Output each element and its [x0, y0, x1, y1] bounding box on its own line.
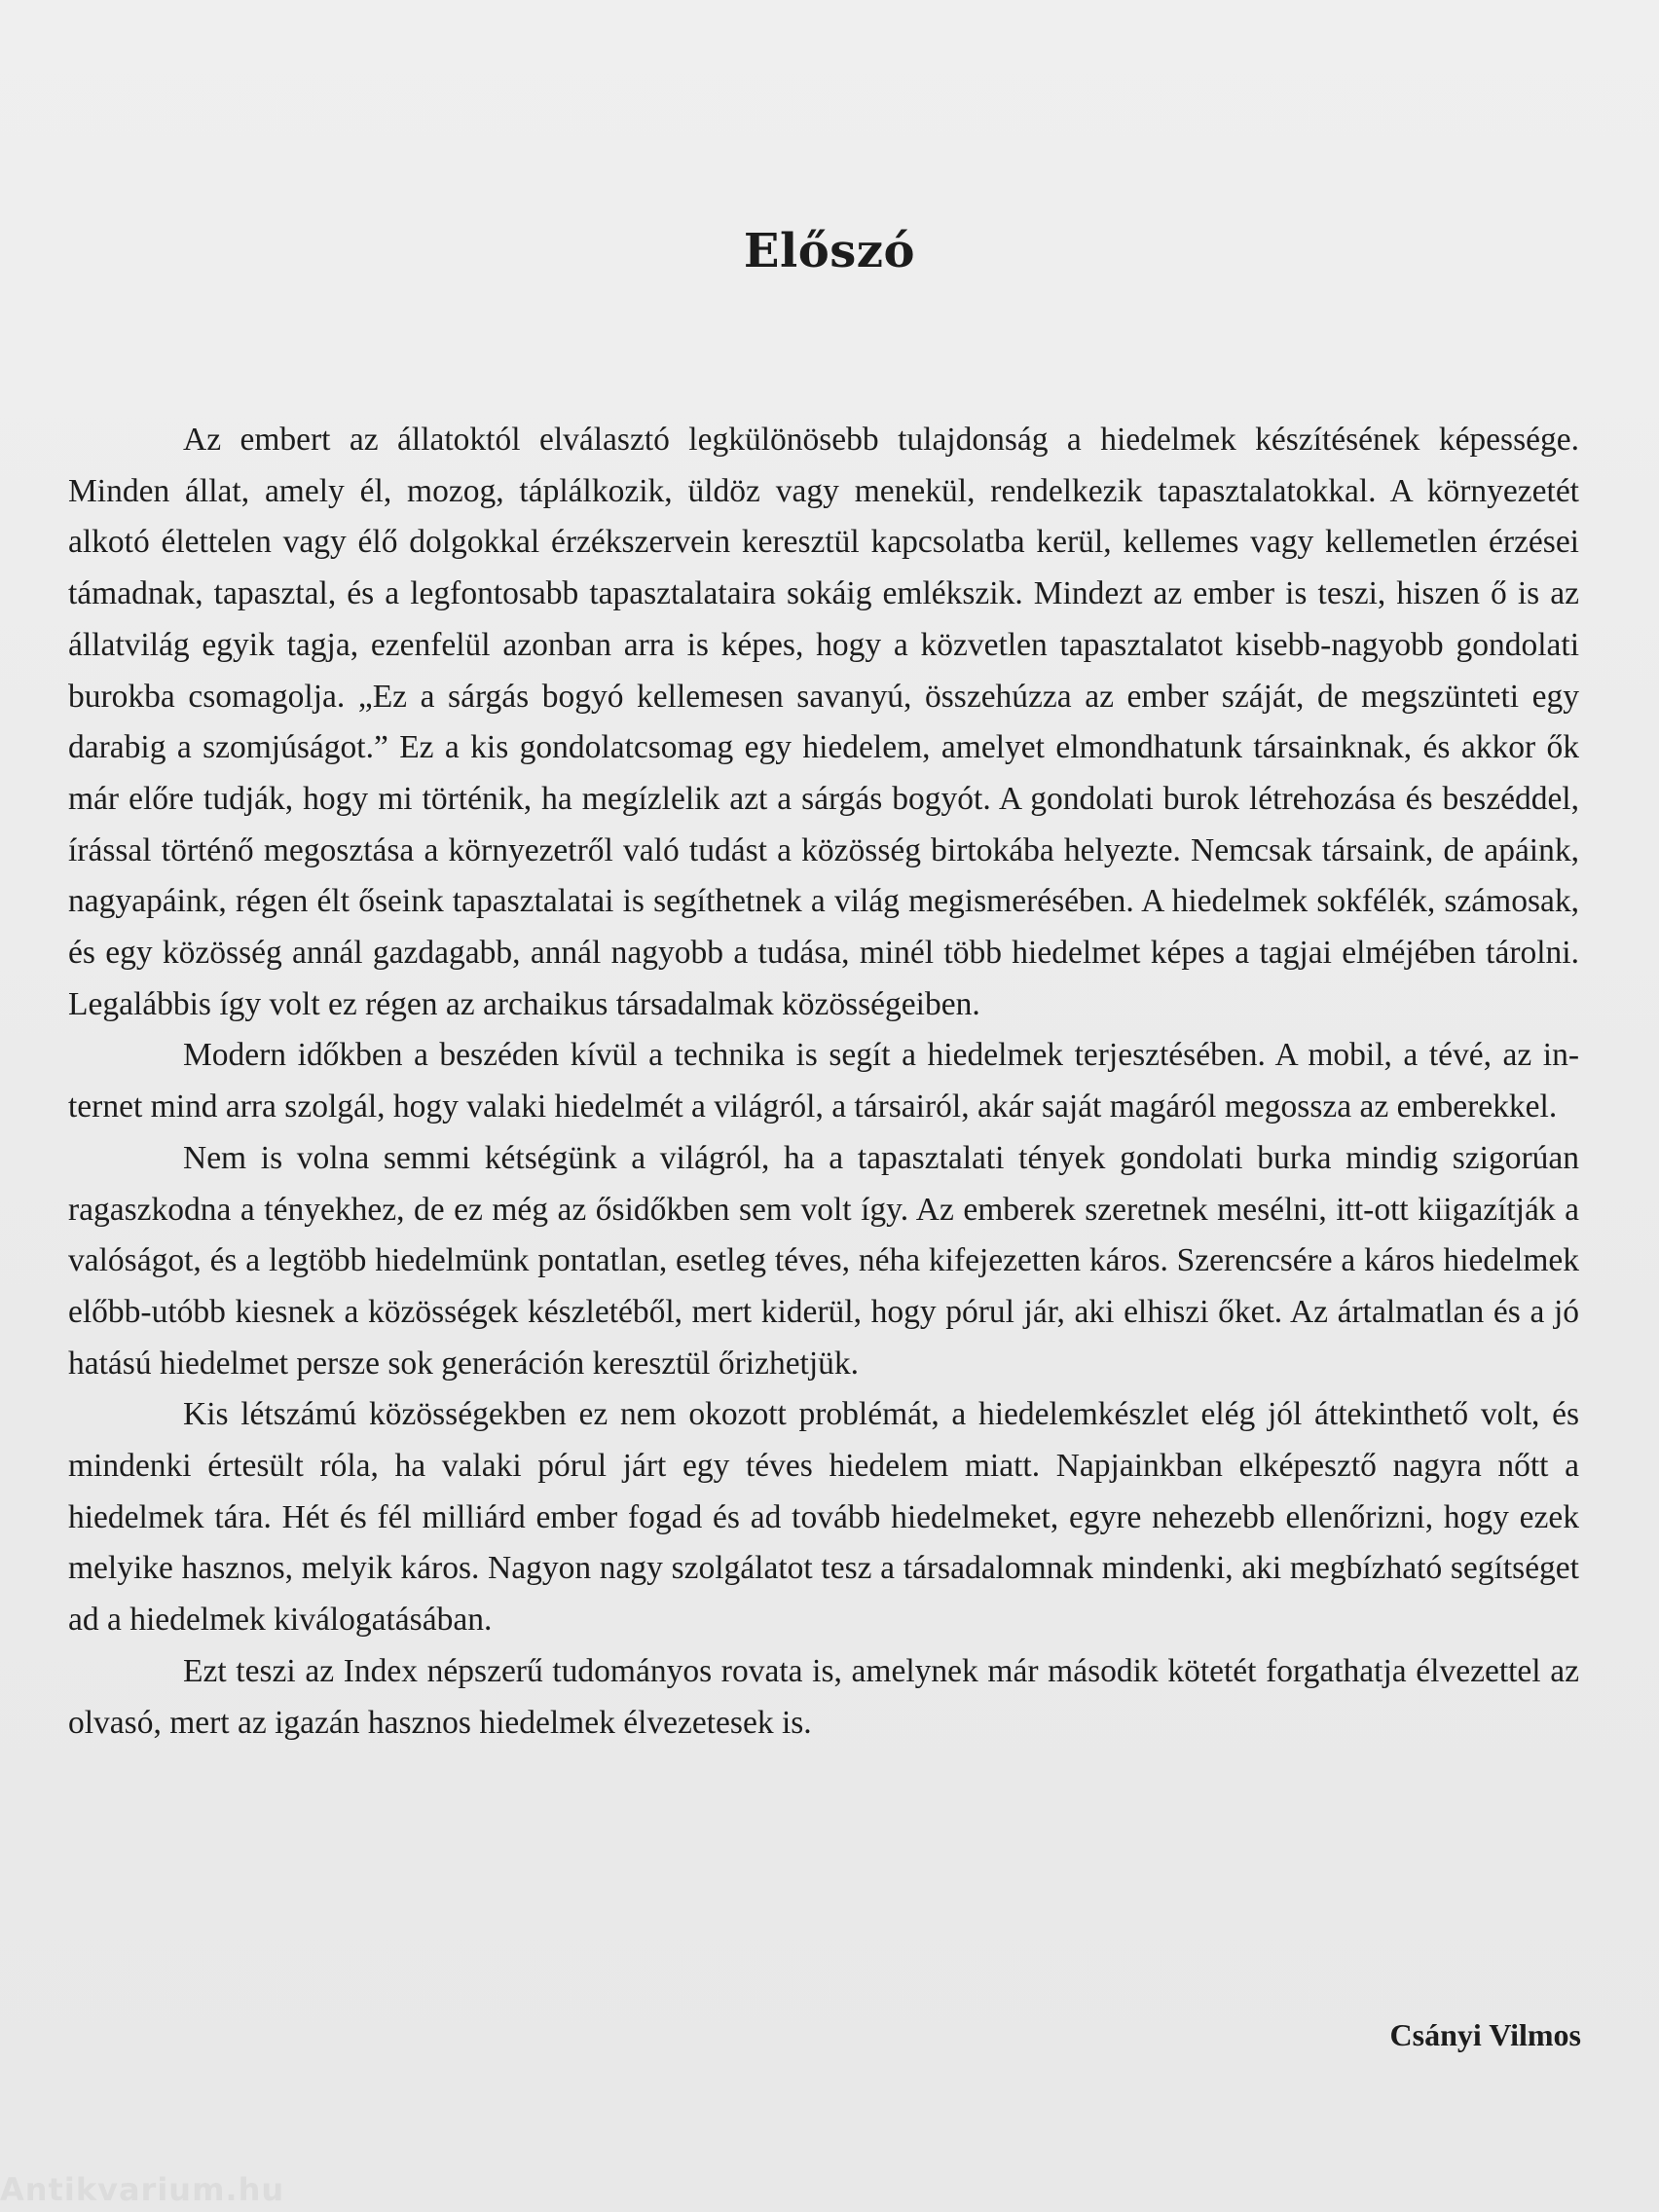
watermark: Antikvarium.hu — [0, 2171, 285, 2208]
preface-body — [68, 415, 1579, 1749]
page-title: Előszó — [743, 224, 916, 278]
paragraph: Kis létszámú közösségekben ez nem okozott problémát, a hiedelemkészlet elég jól áttekinthető volt, és mindenki értesült róla, ha valaki pórul járt egy téves hiedelem miatt. Napjainkban elképesztő nagyra nőtt a hiedelmek tára. Hét és fél milliárd ember fogad és ad tovább hiedelmeket, egyre nehezebb ellenőrizni, hogy ezek melyike hasznos, melyik káros. Nagyon nagy szolgálatot tesz a társadalomnak mindenki, aki megbízható segítséget ad a hiedelmek kiválogatásában. — [68, 1396, 1579, 1639]
paragraph: Nem is volna semmi kétségünk a világról, ha a tapasztalati tények gondolati burka mindig szigorúan ragaszkodna a tényekhez, de ez még az ősidőkben sem volt így. Az emberek szeretnek mesélni, itt-ott kiigazítják a valóságot, és a legtöbb hiedelmünk pontatlan, esetleg téves, néha kifejezetten káros. Szerencsére a káros hiedelmek előbb-utóbb kiesnek a közösségek készletéből, mert kiderül, hogy pórul jár, aki elhiszi őket. Az ártalmatlan és a jó hatású hiedelmet persze sok generáción keresztül őrizhetjük. — [68, 1139, 1579, 1382]
paragraph: Ezt teszi az Index népszerű tudományos rovata is, amelynek már második kötetét forgathatja élvezettel az olvasó, mert az igazán hasznos hiedelmek élvezetesek is. — [68, 1652, 1579, 1741]
paragraph: Az embert az állatoktól elválasztó legkülönösebb tulajdonság a hiedelmek készítésének képessége. Minden állat, amely él, mozog, táplálkozik, üldöz vagy menekül, rendelkezik tapasztalatokkal. A környezetét alkotó élettelen vagy élő dolgokkal érzékszervein keresztül kapcsolatba kerül, kellemes vagy kellemetlen érzései támadnak, tapasztal, és a legfontosabb tapasztalataira sokáig emlékszik. Mindezt az ember is teszi, hiszen ő is az állatvilág egyik tagja, ezenfelül azonban arra is képes, hogy a közvetlen tapasztalatot kisebb-nagyobb gondolati burokba csomagolja. „Ez a sárgás bogyó kellemesen savanyú, összehúzza az ember száját, de megszünteti egy darabig a szomjúságot.” Ez a kis gondolatcsomag egy hiedelem, amelyet elmondhatunk társainknak, és akkor ők már előre tudják, hogy mi történik, ha megízlelik azt a sárgás bogyót. A gondolati burok létrehozása és beszéddel, írással történő megosztása a környezetről való tudást a közösség birtokába helyezte. Nemcsak társaink, de apáink, nagyapáink, régen élt őseink tapasztalatai is segíthetnek a világ megismerésében. A hiedelmek sokfélék, számosak, és egy közösség annál gazdagabb, annál nagyobb a tudása, minél több hiedelmet képes a tagjai elméjében tárolni. Legalábbis így volt ez régen az archaikus társadalmak közösségeiben. — [68, 422, 1579, 1022]
author-signature: Csányi Vilmos — [1389, 2017, 1581, 2052]
paragraph: Modern időkben a beszéden kívül a technika is segít a hiedelmek terjesztésében. A mobil, a tévé, az internet mind arra szolgál, hogy valaki hiedelmét a világról, a társairól, akár saját magáról megossza az emberekkel. — [68, 1037, 1579, 1125]
